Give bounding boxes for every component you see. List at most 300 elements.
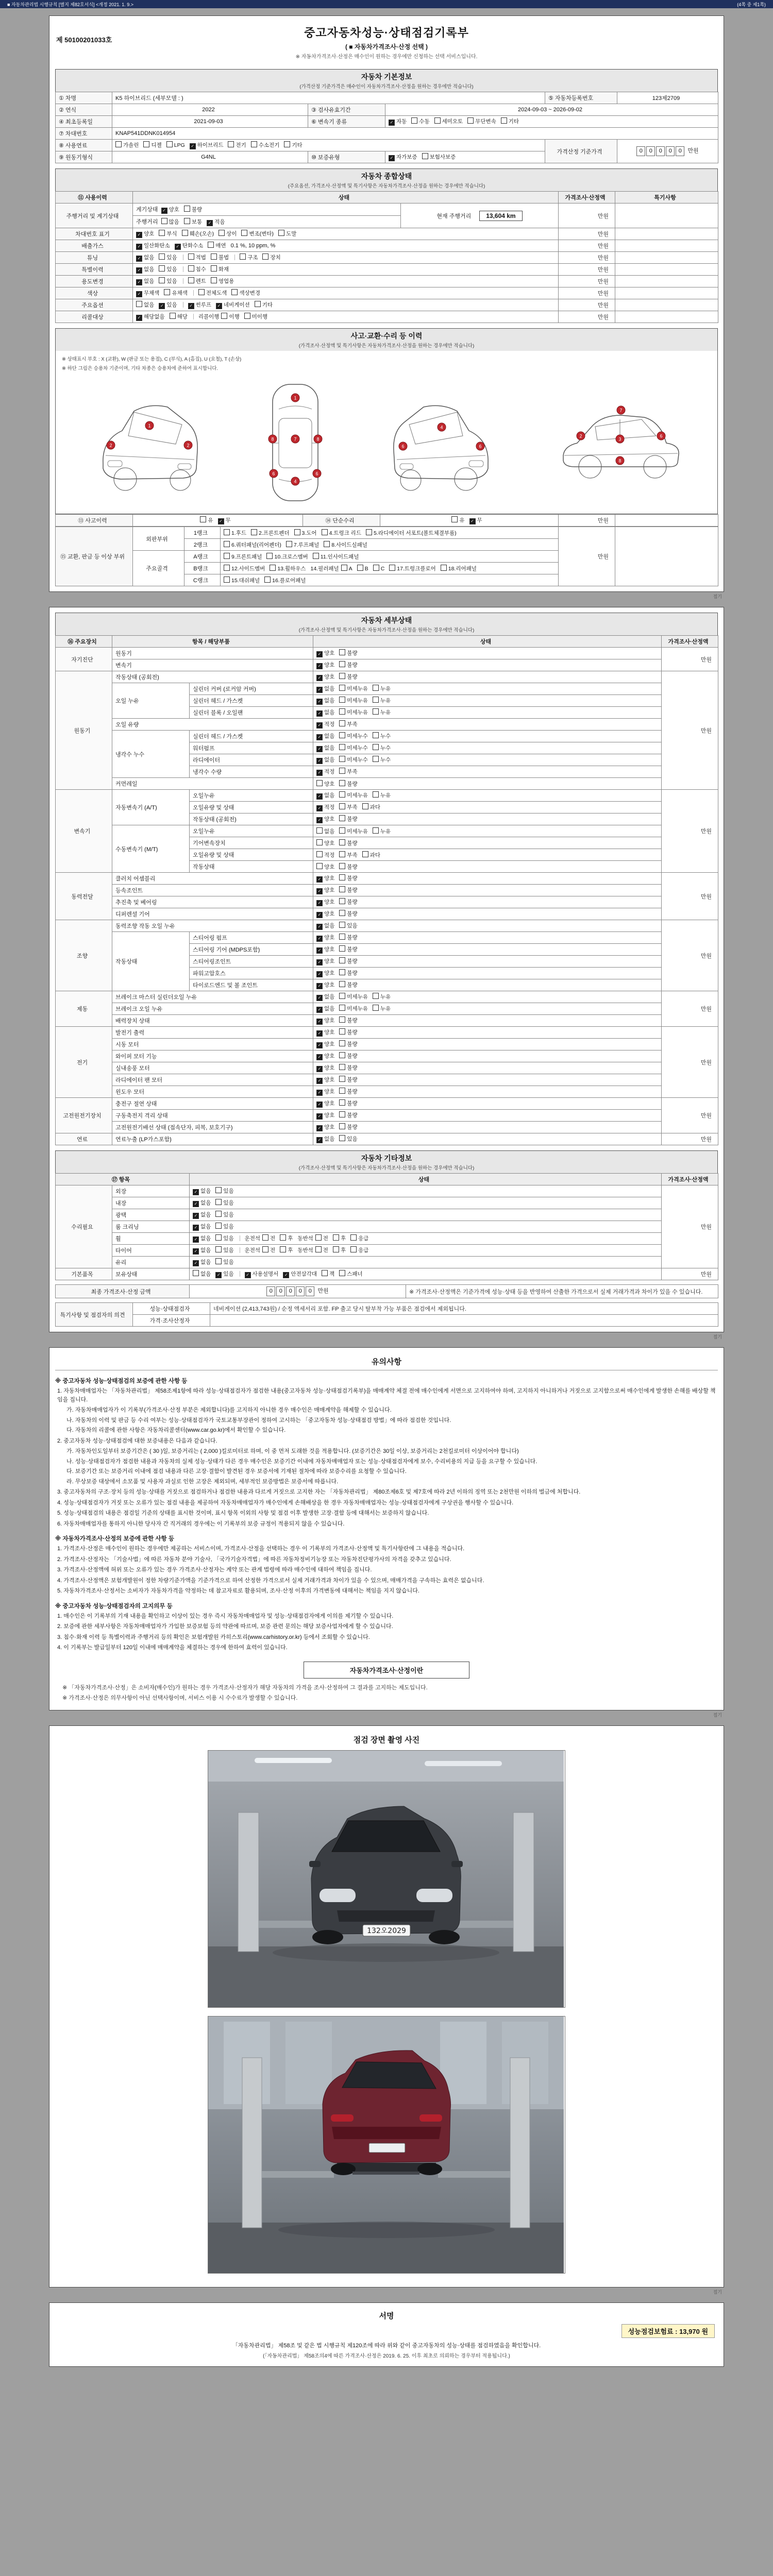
checkbox-label: 불량: [347, 911, 358, 917]
checkbox[interactable]: [313, 553, 319, 559]
table-cell: 가격·조사산정자: [133, 1315, 210, 1327]
checkbox[interactable]: [339, 1088, 345, 1094]
table-cell: [380, 515, 559, 527]
checkbox[interactable]: ✓: [188, 303, 194, 309]
checkbox[interactable]: ✓: [316, 1078, 323, 1084]
table-cell: 동력전달: [56, 873, 112, 920]
checkbox[interactable]: ✓: [316, 876, 323, 883]
checkbox[interactable]: [316, 851, 323, 857]
checkbox[interactable]: [322, 1270, 328, 1276]
checkbox-label: 양호: [324, 935, 335, 941]
checkbox[interactable]: ✓: [316, 746, 323, 752]
checkbox[interactable]: [339, 780, 345, 786]
checkbox-label: 불량: [347, 1053, 358, 1059]
checkbox[interactable]: ✓: [316, 663, 323, 669]
checkbox[interactable]: ✓: [136, 244, 142, 250]
table-cell: 실내송풍 모터: [112, 1062, 313, 1074]
checkbox[interactable]: [339, 957, 345, 963]
checkbox[interactable]: ✓: [316, 1125, 323, 1131]
notice-paragraph: 5. 자동차가격조사·산정서는 소비자가 자동차가격을 약정하는 데 참고자료로 활용되며, 조사·산정 이후의 가격변동에 대해서는 책임을 지지 않습니다.: [57, 1588, 419, 1594]
checkbox[interactable]: ✓: [193, 1225, 199, 1231]
checkbox-label: 9.프론트패널: [231, 553, 262, 560]
checkbox[interactable]: [164, 289, 170, 295]
section-title: 자동차 기본정보: [361, 73, 412, 81]
checkbox[interactable]: [339, 1064, 345, 1070]
checkbox[interactable]: [211, 277, 217, 283]
checkbox[interactable]: [373, 685, 379, 691]
checkbox[interactable]: [333, 1234, 339, 1241]
checkbox[interactable]: ✓: [316, 710, 323, 717]
checkbox[interactable]: [339, 981, 345, 987]
table-cell: [221, 527, 559, 539]
checkbox[interactable]: [339, 732, 345, 738]
table-cell: B랭크: [184, 563, 221, 574]
checkbox-label: 기타: [262, 302, 273, 308]
table-cell: 만원: [559, 240, 615, 252]
checkbox[interactable]: [362, 851, 368, 857]
checkbox-label: 잭: [329, 1271, 335, 1277]
checkbox-label: 없음: [324, 994, 335, 1000]
checkbox[interactable]: [115, 141, 122, 147]
table-cell: 연료: [56, 1133, 112, 1145]
table-cell: 휠: [112, 1233, 190, 1245]
checkbox[interactable]: [362, 803, 368, 809]
checkbox-label: 양호: [324, 1018, 335, 1024]
checkbox[interactable]: [339, 827, 345, 834]
checkbox[interactable]: ✓: [316, 983, 323, 989]
table-cell: [190, 1233, 662, 1245]
checkbox[interactable]: [434, 117, 441, 124]
table-cell: 자동변속기 (A/T): [112, 790, 190, 825]
table-cell: [313, 790, 662, 802]
checkbox[interactable]: [373, 756, 379, 762]
checkbox[interactable]: [266, 553, 273, 559]
checkbox[interactable]: [339, 1005, 345, 1011]
checkbox[interactable]: [224, 529, 230, 535]
checkbox[interactable]: ✓: [190, 143, 196, 149]
checkbox[interactable]: ✓: [245, 1272, 251, 1278]
checkbox-label: 없음: [324, 698, 335, 704]
license-plate-text: 132오2029: [367, 1926, 406, 1935]
checkbox[interactable]: ✓: [136, 256, 142, 262]
checkbox[interactable]: [215, 1199, 222, 1205]
checkbox[interactable]: [224, 565, 230, 571]
checkbox[interactable]: ✓: [316, 936, 323, 942]
checkbox[interactable]: [339, 874, 345, 880]
checkbox[interactable]: [339, 993, 345, 999]
checkbox[interactable]: ✓: [316, 1030, 323, 1037]
checkbox[interactable]: [215, 1223, 222, 1229]
price-select-label: 자동차가격조사·산정 선택: [354, 43, 424, 50]
checkbox[interactable]: [339, 768, 345, 774]
checkbox-label: 불량: [347, 1124, 358, 1130]
checkbox[interactable]: [166, 141, 173, 147]
table-cell: 2021-09-03: [112, 116, 308, 128]
checkbox[interactable]: ✓: [389, 155, 395, 161]
checkbox[interactable]: [339, 685, 345, 691]
checkbox[interactable]: ✓: [136, 315, 142, 321]
checkbox[interactable]: [373, 732, 379, 738]
checkbox[interactable]: ✓: [316, 1054, 323, 1060]
checkbox[interactable]: [224, 553, 230, 559]
checkbox-label: 불량: [347, 816, 358, 822]
checkbox[interactable]: [441, 565, 447, 571]
diagram-part-badge: [107, 441, 115, 449]
table-cell: C랭크: [184, 574, 221, 586]
photo-front-illustration: [208, 1751, 564, 2007]
checkbox[interactable]: [339, 898, 345, 904]
table-cell: [313, 766, 662, 778]
table-cell: 보유상태: [112, 1268, 190, 1280]
box-basic-overall-history: [49, 15, 724, 592]
checkbox[interactable]: [366, 529, 372, 535]
checkbox[interactable]: [339, 697, 345, 703]
checkbox[interactable]: ✓: [316, 947, 323, 954]
checkbox[interactable]: [221, 313, 227, 319]
checkbox[interactable]: [270, 565, 276, 571]
checkbox[interactable]: [339, 851, 345, 857]
checkbox[interactable]: ✓: [316, 699, 323, 705]
checkbox[interactable]: [251, 529, 257, 535]
table-cell: [615, 311, 718, 323]
checkbox[interactable]: ✓: [316, 1066, 323, 1072]
checkbox[interactable]: [193, 1270, 199, 1276]
checkbox[interactable]: ✓: [136, 291, 142, 297]
checkbox[interactable]: [341, 565, 347, 571]
checkbox-label: B: [364, 565, 368, 572]
checkbox[interactable]: [467, 117, 474, 124]
checkbox[interactable]: ✓: [316, 651, 323, 657]
checkbox[interactable]: [215, 1258, 222, 1264]
checkbox[interactable]: ✓: [316, 1019, 323, 1025]
checkbox[interactable]: [316, 839, 323, 845]
table-cell: 가격산정 기준가격: [545, 140, 617, 163]
checkbox[interactable]: ✓: [316, 912, 323, 918]
header-cell: 특기사항: [615, 192, 718, 204]
checkbox[interactable]: [339, 1016, 345, 1023]
checkbox[interactable]: [339, 791, 345, 798]
section-note: (가격산정 기준가격은 매수인이 자동차가격조사·산정을 원하는 경우에만 적습니다): [299, 84, 474, 90]
checkbox[interactable]: ✓: [159, 303, 165, 309]
checkbox[interactable]: ✓: [193, 1189, 199, 1195]
collapse-link[interactable]: 접기: [713, 594, 722, 599]
checkbox[interactable]: [339, 673, 345, 679]
checkbox[interactable]: ✓: [316, 805, 323, 811]
checkbox[interactable]: ✓: [316, 1137, 323, 1143]
checkbox[interactable]: [357, 565, 363, 571]
checkbox[interactable]: [339, 1123, 345, 1129]
checkbox-label: 훼손(오손): [189, 231, 214, 237]
checkbox[interactable]: ✓: [193, 1213, 199, 1219]
collapse-link[interactable]: 접기: [713, 1334, 722, 1340]
checkbox[interactable]: [339, 708, 345, 715]
checkbox-label: 썬루프: [195, 302, 212, 308]
checkbox[interactable]: [241, 230, 247, 236]
checkbox[interactable]: [294, 529, 300, 535]
checkbox[interactable]: [159, 230, 165, 236]
checkbox[interactable]: [350, 1234, 357, 1241]
checkbox[interactable]: [339, 910, 345, 916]
checkbox-label: 불량: [347, 1089, 358, 1095]
checkbox[interactable]: ✓: [193, 1236, 199, 1243]
checkbox-label: 적정: [324, 769, 335, 775]
checkbox[interactable]: [339, 649, 345, 655]
checkbox[interactable]: [182, 230, 188, 236]
table-cell: 파워고압호스: [190, 968, 313, 979]
checkbox[interactable]: [215, 1246, 222, 1252]
checkbox[interactable]: ✓: [316, 1101, 323, 1108]
checkbox-label: 스패너: [347, 1271, 363, 1277]
checkbox[interactable]: [240, 253, 246, 260]
checkbox[interactable]: [188, 277, 194, 283]
checkbox[interactable]: [339, 661, 345, 667]
checkbox[interactable]: [339, 1028, 345, 1035]
price-select-checkbox[interactable]: ■: [349, 43, 353, 50]
checkbox[interactable]: [339, 803, 345, 809]
checkbox[interactable]: ✓: [316, 971, 323, 977]
checkbox-label: 영업용: [218, 278, 234, 284]
table-cell: 냉각수 수량: [190, 766, 313, 778]
checkbox[interactable]: [316, 863, 323, 869]
checkbox[interactable]: ✓: [193, 1260, 199, 1266]
checkbox-label: 없음: [144, 255, 155, 261]
checkbox[interactable]: [224, 541, 230, 547]
checkbox-label: 양호: [324, 662, 335, 668]
price-survey-definition-box: 자동차가격조사·산정이란: [304, 1662, 469, 1679]
checkbox[interactable]: [251, 141, 257, 147]
table-cell: 만원: [559, 204, 615, 228]
checkbox[interactable]: [373, 697, 379, 703]
notice-section-heading: ※ 자동차가격조사·산정의 보증에 관한 사항 등: [55, 1536, 174, 1542]
checkbox[interactable]: [422, 153, 428, 159]
checkbox[interactable]: [280, 1246, 286, 1252]
checkbox-label: 누유: [380, 792, 391, 799]
checkbox[interactable]: ✓: [316, 770, 323, 776]
checkbox[interactable]: [339, 922, 345, 928]
checkbox[interactable]: ✓: [136, 267, 142, 274]
checkbox[interactable]: ✓: [316, 687, 323, 693]
checkbox[interactable]: ✓: [316, 888, 323, 894]
checkbox-group-label: 운전석: [244, 1247, 261, 1253]
checkbox[interactable]: [284, 141, 290, 147]
checkbox[interactable]: ✓: [136, 279, 142, 285]
checkbox[interactable]: ✓: [469, 518, 476, 524]
checkbox[interactable]: [333, 1246, 339, 1252]
checkbox-label: 누수: [380, 757, 391, 763]
checkbox-label: 양호: [324, 946, 335, 953]
checkbox[interactable]: ✓: [316, 924, 323, 930]
checkbox[interactable]: ✓: [215, 1272, 222, 1278]
checkbox[interactable]: [339, 839, 345, 845]
checkbox[interactable]: [501, 117, 507, 124]
checkbox[interactable]: [411, 117, 417, 124]
checkbox-label: 없음: [324, 733, 335, 739]
table-cell: [313, 896, 662, 908]
checkbox-label: 불량: [347, 970, 358, 976]
header-cell: ⑪ 사용이력: [56, 192, 133, 204]
checkbox[interactable]: [324, 541, 330, 547]
svg-text:7: 7: [294, 436, 297, 442]
checkbox-label: 미세누유: [347, 792, 368, 799]
checkbox[interactable]: ✓: [316, 1113, 323, 1120]
checkbox[interactable]: [228, 141, 234, 147]
checkbox[interactable]: [339, 886, 345, 892]
checkbox[interactable]: [159, 277, 165, 283]
checkbox[interactable]: [373, 791, 379, 798]
svg-text:4: 4: [294, 479, 297, 484]
checkbox[interactable]: [159, 265, 165, 272]
checkbox[interactable]: ✓: [316, 722, 323, 728]
checkbox[interactable]: [211, 253, 217, 260]
collapse-link[interactable]: 접기: [713, 1712, 722, 1718]
checkbox[interactable]: [278, 230, 284, 236]
checkbox[interactable]: ✓: [161, 208, 167, 214]
checkbox[interactable]: [208, 242, 214, 248]
checkbox[interactable]: [339, 934, 345, 940]
checkbox-label: 5.라디에이터 서포트(볼트체결부품): [373, 530, 457, 536]
checkbox[interactable]: [339, 756, 345, 762]
checkbox[interactable]: [316, 827, 323, 834]
checkbox[interactable]: [339, 1135, 345, 1141]
checkbox[interactable]: [339, 1111, 345, 1117]
checkbox[interactable]: [231, 289, 238, 295]
checkbox[interactable]: [339, 969, 345, 975]
checkbox[interactable]: [198, 289, 205, 295]
checkbox[interactable]: [200, 516, 206, 522]
checkbox[interactable]: [339, 1052, 345, 1058]
checkbox-label: 과다: [369, 852, 380, 858]
checkbox[interactable]: [315, 1234, 322, 1241]
checkbox[interactable]: [262, 253, 268, 260]
checkbox[interactable]: ✓: [218, 518, 224, 524]
checkbox[interactable]: [339, 1040, 345, 1046]
table-cell: [313, 979, 662, 991]
checkbox[interactable]: ✓: [316, 675, 323, 681]
checkbox[interactable]: [244, 313, 250, 319]
table-cell: 작동상태 (공회전): [112, 671, 313, 683]
checkbox[interactable]: ✓: [193, 1201, 199, 1207]
checkbox[interactable]: [286, 541, 292, 547]
checkbox[interactable]: [211, 265, 217, 272]
checkbox[interactable]: [373, 1005, 379, 1011]
checkbox[interactable]: [215, 1211, 222, 1217]
checkbox[interactable]: ✓: [136, 232, 142, 238]
checkbox[interactable]: ✓: [316, 1090, 323, 1096]
checkbox[interactable]: ✓: [283, 1272, 289, 1278]
checkbox[interactable]: [322, 529, 328, 535]
checkbox[interactable]: [280, 1234, 286, 1241]
checkbox[interactable]: [159, 253, 165, 260]
checkbox[interactable]: [339, 1099, 345, 1106]
notice-section-heading: ※ 중고자동차 성능·상태점검자의 고지의무 등: [55, 1603, 173, 1609]
checkbox[interactable]: ✓: [316, 1007, 323, 1013]
checkbox[interactable]: [262, 1246, 268, 1252]
checkbox[interactable]: [170, 313, 176, 319]
checkbox-label: LPG: [174, 142, 185, 148]
checkbox[interactable]: ✓: [175, 244, 181, 250]
checkbox[interactable]: [339, 720, 345, 726]
checkbox-label: 전: [323, 1247, 328, 1253]
table-cell: 주행거리 많음 보통 ✓ 적음: [133, 216, 401, 228]
svg-text:1: 1: [148, 423, 151, 429]
checkbox[interactable]: [264, 577, 271, 583]
table-cell: [190, 1197, 662, 1209]
checkbox[interactable]: [184, 206, 190, 212]
collapse-link[interactable]: 접기: [713, 2289, 722, 2295]
checkbox[interactable]: [373, 708, 379, 715]
checkbox[interactable]: ✓: [316, 817, 323, 823]
checkbox[interactable]: [315, 1246, 322, 1252]
section-note: (가격조사·산정액 및 특기사항은 자동차가격조사·산정을 원하는 경우에만 적습니다): [298, 1165, 475, 1171]
checkbox[interactable]: [184, 218, 190, 224]
checkbox[interactable]: ✓: [316, 734, 323, 740]
checkbox-label: 유채색: [172, 290, 188, 296]
table-cell: 원동기: [56, 671, 112, 790]
table-cell: 조향: [56, 920, 112, 991]
checkbox[interactable]: [161, 218, 167, 224]
checkbox[interactable]: [339, 945, 345, 952]
checkbox[interactable]: ✓: [193, 1248, 199, 1255]
checkbox[interactable]: [143, 141, 149, 147]
checkbox[interactable]: [316, 780, 323, 786]
checkbox[interactable]: [215, 1187, 222, 1193]
checkbox[interactable]: [339, 1076, 345, 1082]
checkbox[interactable]: ✓: [316, 995, 323, 1001]
table-cell: [313, 671, 662, 683]
checkbox[interactable]: [339, 1270, 345, 1276]
checkbox[interactable]: [255, 301, 261, 307]
checkbox-label: 있음: [166, 255, 177, 261]
checkbox[interactable]: [136, 301, 142, 307]
checkbox[interactable]: ✓: [207, 220, 213, 226]
checkbox[interactable]: [339, 744, 345, 750]
checkbox[interactable]: [339, 863, 345, 869]
checkbox-label: 무: [477, 517, 482, 523]
checkbox[interactable]: ✓: [216, 303, 222, 309]
checkbox[interactable]: [389, 565, 395, 571]
checkbox[interactable]: [451, 516, 458, 522]
checkbox-label: 있음: [347, 1136, 358, 1142]
checkbox[interactable]: [188, 253, 194, 260]
checkbox[interactable]: ✓: [316, 959, 323, 965]
checkbox-label: 있음: [347, 923, 358, 929]
checkbox-label: 17.트렁크플로어: [397, 565, 436, 572]
checkbox[interactable]: [224, 577, 230, 583]
checkbox[interactable]: [373, 827, 379, 834]
checkbox[interactable]: [373, 993, 379, 999]
checkbox[interactable]: ✓: [316, 793, 323, 800]
checkbox[interactable]: [215, 1234, 222, 1241]
checkbox[interactable]: ✓: [316, 1042, 323, 1048]
checkbox[interactable]: [339, 815, 345, 821]
checkbox[interactable]: [373, 565, 379, 571]
table-cell: [313, 1039, 662, 1050]
checkbox[interactable]: ✓: [316, 758, 323, 764]
checkbox-label: 양호: [324, 875, 335, 882]
checkbox[interactable]: ✓: [316, 900, 323, 906]
checkbox[interactable]: ✓: [389, 120, 395, 126]
table-cell: [313, 695, 662, 707]
table-cell: [313, 885, 662, 896]
checkbox[interactable]: [350, 1246, 357, 1252]
checkbox[interactable]: [373, 744, 379, 750]
checkbox[interactable]: [188, 265, 194, 272]
table-cell: [221, 563, 559, 574]
checkbox[interactable]: [262, 1234, 268, 1241]
car-diagram-front: [85, 378, 214, 507]
diagram-part-badge: [291, 435, 299, 443]
checkbox[interactable]: [219, 230, 225, 236]
